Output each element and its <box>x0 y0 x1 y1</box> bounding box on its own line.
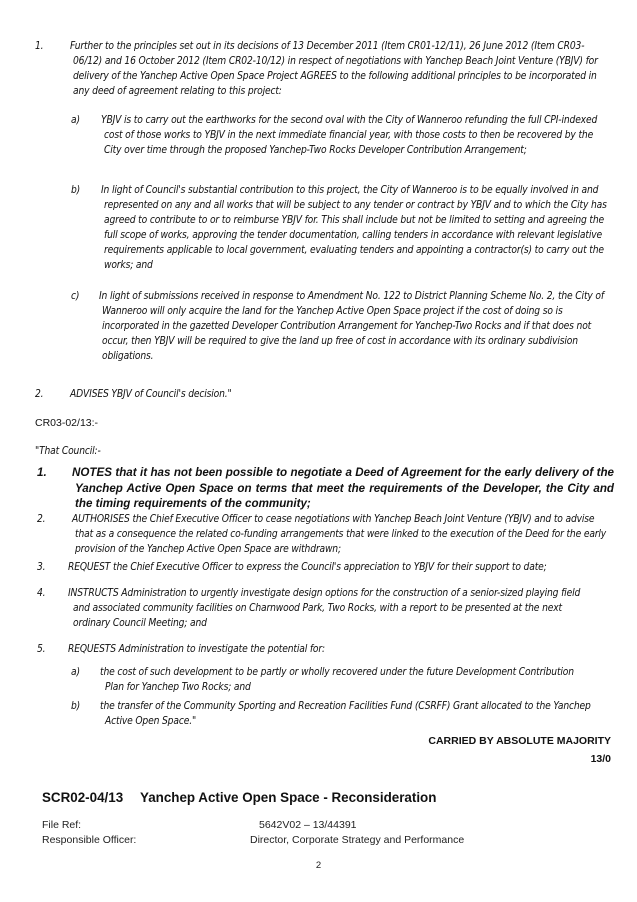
subitem-text <box>101 183 613 273</box>
page-number: 2 <box>315 860 322 871</box>
item-title: Yanchep Active Open Space - Reconsideration <box>140 790 437 805</box>
resolution-ref: CR03-02/13:- <box>35 417 99 429</box>
subitem-label: c) <box>71 291 80 302</box>
subitem-5a-text: the cost of such development to be partly or wholly recovered under the future Development Contribution Plan for Yanchep Two Rocks; and <box>100 667 574 693</box>
officer-value: Director, Corporate Strategy and Performance <box>250 834 465 846</box>
officer-label: Responsible Officer: <box>42 834 137 846</box>
instructs-text: INSTRUCTS Administration to urgently investigate design options for the construction of a senior-sized playing field and associated community facilities on Charnwood Park, Two Rocks, with a report to be presented at the next ordinary Council Meeting; and <box>68 588 581 629</box>
notes-text: NOTES that it has not been possible to negotiate a Deed of Agreement for the early delivery of the Yanchep Active Open Space on terms that meet the requirements of the Developer, the City and the timing requirements of the community; <box>72 466 614 510</box>
item-code: SCR02-04/13 <box>42 790 124 805</box>
subitem-a-text: YBJV is to carry out the earthworks for the second oval with the City of Wanneroo refunding the full CPI-indexed cost of those works to YBJV in the next immediate financial year, with those costs to then be recovered by the City over time through the proposed Yanchep-Two Rocks Developer Contribution Arrangement; <box>101 115 598 156</box>
subitem-label: a) <box>71 667 80 678</box>
item-number: 3. <box>37 562 46 573</box>
item-number: 5. <box>37 644 46 655</box>
requests-text: REQUESTS Administration to investigate the potential for: <box>68 644 325 655</box>
item-number: 2. <box>35 389 44 400</box>
subitem-text <box>100 665 580 695</box>
subitem-5b-text: the transfer of the Community Sporting and Recreation Facilities Fund (CSRFF) Grant allocated to the Yanchep Active Open Space." <box>100 701 591 727</box>
subitem-c-text: In light of submissions received in response to Amendment No. 122 to District Planning Scheme No. 2, the City of Wanneroo will only acquire the land for the Yanchep Active Open Space project if the cost of doing so is incorporated in the gazetted Developer Contribution Arrangement for Yanchep-Two Rocks and if that does not occur, then YBJV will be required to give the land up free of cost in accordance with its ordinary subdivision obligations. <box>99 291 604 362</box>
item-number: 2. <box>37 514 46 525</box>
authorises-text: AUTHORISES the Chief Executive Officer to cease negotiations with Yanchep Beach Joint Venture (YBJV) and to advise that as a consequence the related co-funding arrangements that were linked to the execution of the Deed for the early provision of the Yanchep Active Open Space are withdrawn; <box>72 514 607 555</box>
subitem-text <box>100 699 620 729</box>
vote-count: 13/0 <box>590 753 611 765</box>
resolution-item-text <box>72 512 614 557</box>
subitem-text <box>99 289 614 364</box>
subitem-b-text: In light of Council's substantial contribution to this project, the City of Wanneroo is to be equally involved in and represented on any and all works that will be subject to any tender or contract by YBJV and to which the City has agreed to contribute to or to reimburse YBJV for. This shall include but not be limited to setting and agreeing the full scope of works, approving the tender documentation, calling tenders in accordance with relevant legislative requirements applicable to local government, evaluating tenders and appointing a contractor(s) to carry out the works; and <box>101 185 607 271</box>
file-ref-label: File Ref: <box>42 819 82 831</box>
item-number: 1. <box>37 466 47 479</box>
file-ref-value: 5642V02 – 13/44391 <box>259 819 357 831</box>
request-text: REQUEST the Chief Executive Officer to express the Council's appreciation to YBJV for their support to date; <box>68 562 547 573</box>
subitem-text <box>101 113 613 158</box>
subitem-label: a) <box>71 115 80 126</box>
resolution-item-text <box>68 586 588 631</box>
that-council-label: "That Council:- <box>35 446 101 457</box>
item-number: 1. <box>35 41 44 52</box>
subitem-label: b) <box>71 701 81 712</box>
item1-text: Further to the principles set out in its decisions of 13 December 2011 (Item CR01-12/11), 26 June 2012 (Item CR03-06/12) and 16 October 2012 (Item CR02-10/12) in respect of negotiations with Yanchep Beach Joint Venture (YBJV) for delivery of the Yanchep Active Open Space Project AGREES to the following additional principles to be incorporated in any deed of agreement relating to this project: <box>70 41 598 97</box>
resolution-item-text <box>72 465 614 512</box>
item2-text: ADVISES YBJV of Council's decision." <box>70 389 232 400</box>
item-number: 4. <box>37 588 46 599</box>
carried-label: CARRIED BY ABSOLUTE MAJORITY <box>428 735 611 747</box>
subitem-label: b) <box>71 185 81 196</box>
item-text <box>70 39 612 99</box>
